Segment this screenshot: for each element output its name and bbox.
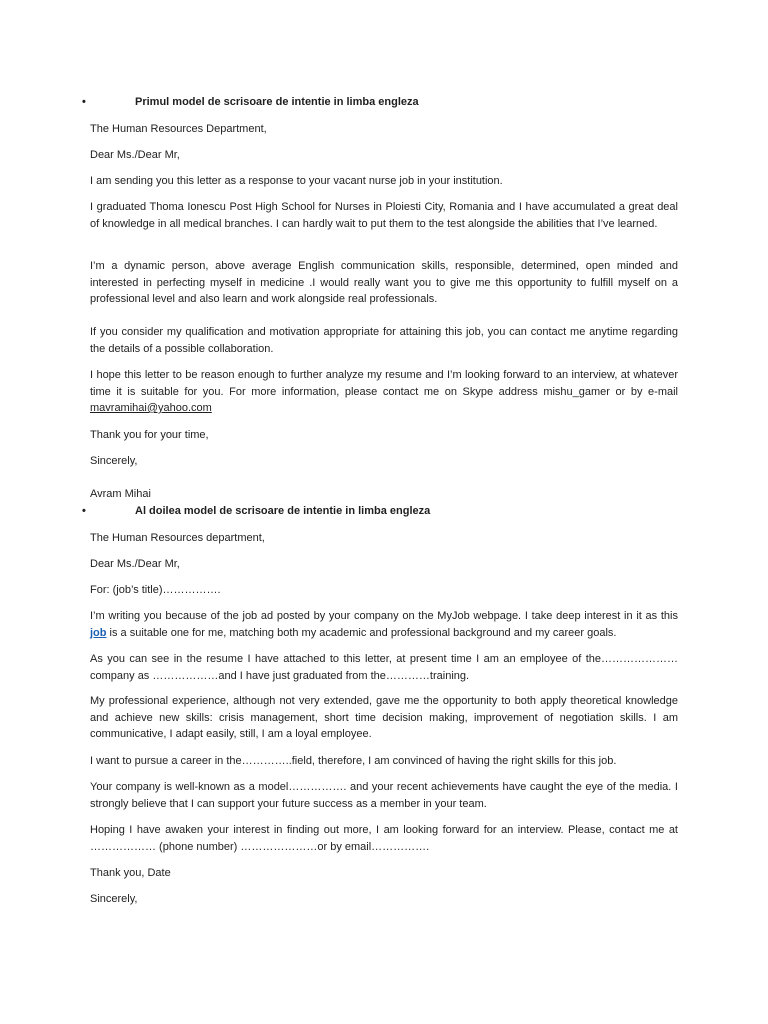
section2-greeting: Dear Ms./Dear Mr, [90,558,180,570]
section1-paragraph-4: If you consider my qualification and motivation appropriate for attaining this job, you can contact me anytime regarding the details of a possible collaboration. [90,326,678,355]
section2-closing: Sincerely, [90,893,138,905]
section2-heading [82,503,682,520]
section1-recipient: The Human Resources Department, [90,123,267,135]
section2-paragraph-3: My professional experience, although not very extended, gave me the opportunity to both apply theoretical knowledge and achieve new skills: crisis management, short time decision making, improvement of negotiation skills. I am communicative, I adapt easily, still, I am a loyal employee. [90,695,678,740]
bullet: • [82,505,86,517]
section2-paragraph-4: I want to pursue a career in the…………..field, therefore, I am convinced of having the right skills for this job. [90,755,617,767]
section2-paragraph-6: Hoping I have awaken your interest in finding out more, I am looking forward for an interview. Please, contact me at ……………… (phone number) …………………or by email……………. [90,824,678,853]
section2-heading-text: Al doilea model de scrisoare de intentie in limba engleza [135,505,431,517]
section2-recipient: The Human Resources department, [90,532,265,544]
section1-greeting: Dear Ms./Dear Mr, [90,149,180,161]
section1-paragraph-5-text: I hope this letter to be reason enough to further analyze my resume and I’m looking forward to an interview, at whatever time it is suitable for you. For more information, please contact me on Skype address mishu_gamer or by e-mail [90,369,678,398]
section1-paragraph-1: I am sending you this letter as a response to your vacant nurse job in your institution. [90,175,503,187]
section1-paragraph-3: I’m a dynamic person, above average English communication skills, responsible, determined, open minded and interested in perfecting myself in medicine .I would really want you to give me this opportunity to fulfill myself on a professional level and also learn and work alongside real professionals. [90,260,678,305]
job-link[interactable]: job [90,626,107,639]
section2-paragraph-1 [90,608,678,641]
section1-paragraph-5 [90,367,678,417]
section1-paragraph-2: I graduated Thoma Ionescu Post High School for Nurses in Ploiesti City, Romania and I have accumulated a great deal of knowledge in all medical branches. I can hardly wait to put them to the test alongside the abilities that I’ve learned. [90,201,678,230]
section1-heading-text: Primul model de scrisoare de intentie in limba engleza [135,96,419,108]
section1-thanks: Thank you for your time, [90,429,209,441]
bullet: • [82,96,86,108]
section1-signature: Avram Mihai [90,488,151,500]
section2-paragraph-5: Your company is well-known as a model……………. and your recent achievements have caught the eye of the media. I strongly believe that I can support your future success as a member in your team. [90,781,678,810]
section1-heading [82,94,682,111]
email-link[interactable]: mavramihai@yahoo.com [90,402,212,414]
section2-thanks: Thank you, Date [90,867,171,879]
section2-paragraph-2: As you can see in the resume I have attached to this letter, at present time I am an employee of the………………… company as ………………and I have just graduated from the…………training. [90,653,678,682]
section2-paragraph-1-text: I’m writing you because of the job ad posted by your company on the MyJob webpage. I take deep interest in it as this [90,610,678,622]
section1-closing: Sincerely, [90,455,138,467]
section2-for-line: For: (job’s title)……………. [90,584,221,596]
section2-paragraph-1-text-end: is a suitable one for me, matching both my academic and professional background and my career goals. [106,626,617,639]
